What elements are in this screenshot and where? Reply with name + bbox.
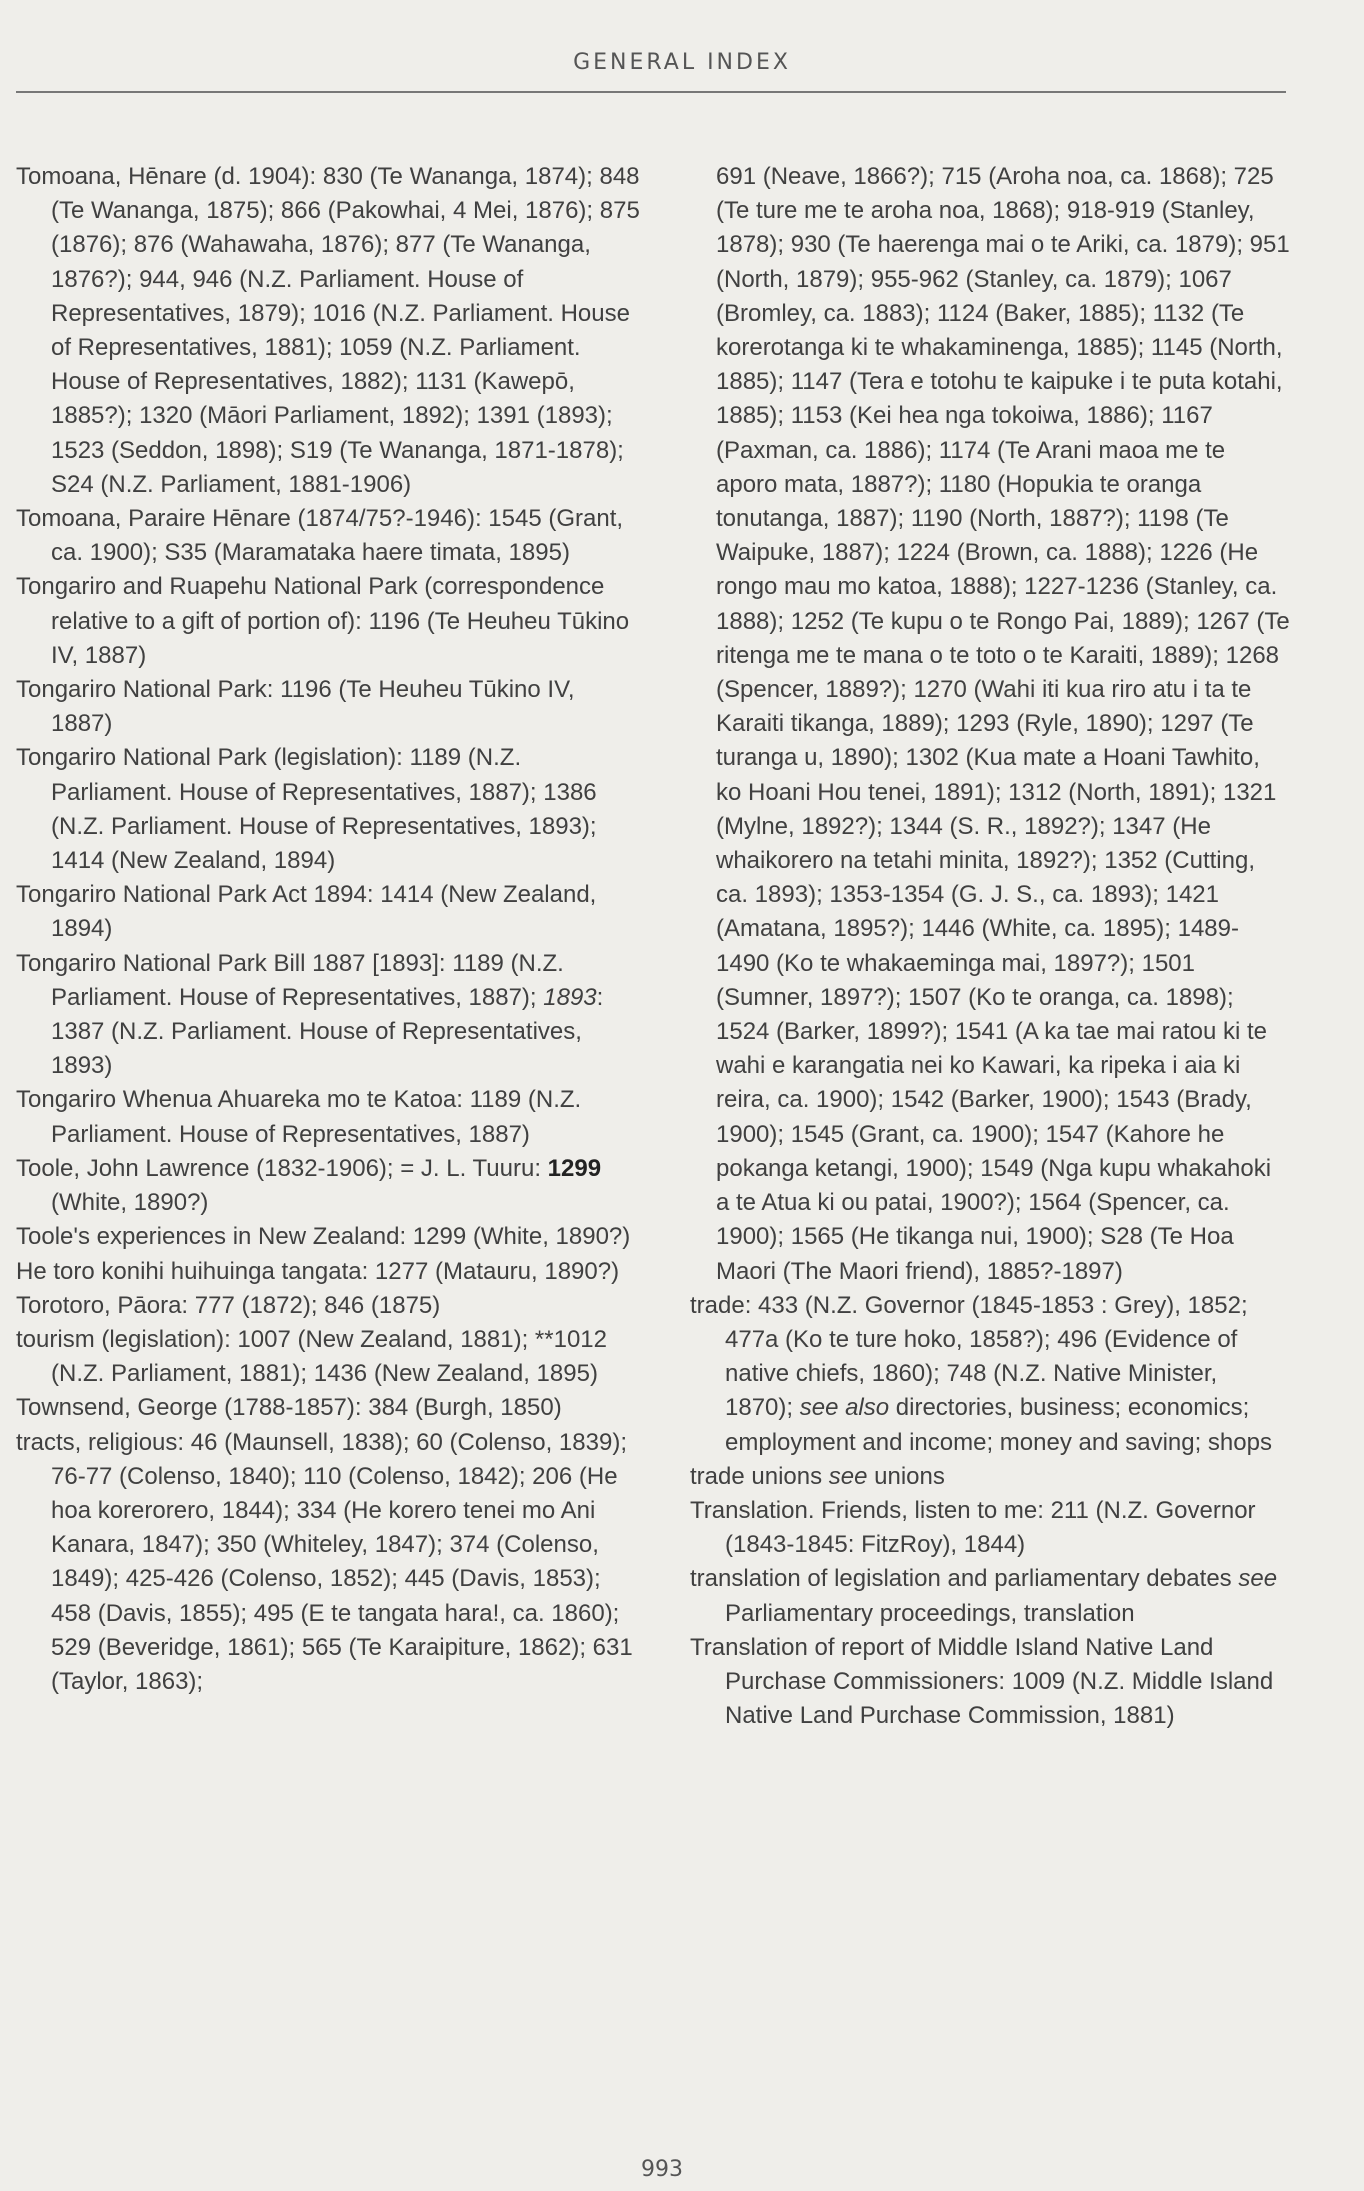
- index-entry-text: Tongariro National Park: 1196 (Te Heuheu Tūkino IV, 1887): [16, 676, 575, 738]
- index-entry-text: He toro konihi huihuinga tangata: 1277 (Matauru, 1890?): [16, 1257, 620, 1285]
- page-number: 993: [641, 2157, 683, 2182]
- index-entry-text: Tomoana, Paraire Hēnare (1874/75?-1946): 1545 (Grant, ca. 1900); S35 (Maramataka haere timata, 1895): [16, 505, 624, 567]
- index-entry-text: Tongariro Whenua Ahuareka mo te Katoa: 1189 (N.Z. Parliament. House of Representatives, 1887): [16, 1086, 582, 1148]
- index-entry-text: Translation. Friends, listen to me: 211 (N.Z. Governor (1843-1845: FitzRoy), 1844): [690, 1496, 1256, 1559]
- index-entry-text: Toole, John Lawrence (1832-1906); = J. L. Tuuru:: [16, 1154, 548, 1182]
- index-entry-text: tracts, religious: 46 (Maunsell, 1838); 60 (Colenso, 1839); 76-77 (Colenso, 1840); 110 (Colenso, 1842); 206 (He hoa korerorero, 1844); 334 (He korero tenei mo Ani Kanara, 1847); 350 (Whiteley, 1847); 374 (Colenso, 1849); 425-426 (Colenso, 1852); 445 (Davis, 1853); 458 (Davis, 1855); 495 (E te tangata hara!, ca. 1860); 529 (Beveridge, 1861); 565 (Te Karaipiture, 1862); 631 (Taylor, 1863);: [16, 1428, 633, 1695]
- index-entry-text: (White, 1890?): [51, 1189, 209, 1217]
- index-entry: [16, 1083, 642, 1151]
- index-entry-text: tourism (legislation): 1007 (New Zealand, 1881); **1012 (N.Z. Parliament, 1881); 1436 (New Zealand, 1895): [16, 1325, 607, 1388]
- index-column-right: [690, 160, 1290, 1733]
- index-entry-text: directories, business; economics; employment and income; money and saving; shops: [725, 1394, 1272, 1456]
- index-entry-text: trade unions: [690, 1462, 829, 1490]
- index-entry-emphasis: see: [828, 1462, 868, 1490]
- index-entry-bold: 1299: [547, 1154, 602, 1182]
- index-entry: [16, 1289, 642, 1323]
- index-entry-text: Parliamentary proceedings, translation: [725, 1599, 1135, 1627]
- index-entry: [690, 1631, 1290, 1734]
- index-entry-text: 691 (Neave, 1866?); 715 (Aroha noa, ca. 1868); 725 (Te ture me te aroha noa, 1868); 918-919 (Stanley, 1878); 930 (Te haerenga mai o te Ariki, ca. 1879); 951 (North, 1879); 955-962 (Stanley, ca. 1879); 1067 (Bromley, ca. 1883); 1124 (Baker, 1885); 1132 (Te korerotanga ki te whakaminenga, 1885); 1145 (North, 1885); 1147 (Tera e totohu te kaipuke i te puta kotahi, 1885); 1153 (Kei hea nga tokoiwa, 1886); 1167 (Paxman, ca. 1886); 1174 (Te Arani maoa me te aporo mata, 1887?); 1180 (Hopukia te oranga tonutanga, 1887); 1190 (North, 1887?); 1198 (Te Waipuke, 1887); 1224 (Brown, ca. 1888); 1226 (He rongo mau mo katoa, 1888); 1227-1236 (Stanley, ca. 1888); 1252 (Te kupu o te Rongo Pai, 1889); 1267 (Te ritenga me te mana o te toto o te Karaiti, 1889); 1268 (Spencer, 1889?); 1270 (Wahi iti kua riro atu i ta te Karaiti tikanga, 1889); 1293 (Ryle, 1890); 1297 (Te turanga u, 1890); 1302 (Kua mate a Hoani Tawhito, ko Hoani Hou tenei, 1891); 1312 (North, 1891); 1321 (Mylne, 1892?); 1344 (S. R., 1892?); 1347 (He whaikorero na tetahi minita, 1892?); 1352 (Cutting, ca. 1893); 1353-1354 (G. J. S., ca. 1893); 1421 (Amatana, 1895?); 1446 (White, ca. 1895); 1489-1490 (Ko te whakaeminga mai, 1897?); 1501 (Sumner, 1897?); 1507 (Ko te oranga, ca. 1898); 1524 (Barker, 1899?); 1541 (A ka tae mai ratou ki te wahi e karangatia nei ko Kawari, ka ripeka i aia ki reira, ca. 1900); 1542 (Barker, 1900); 1543 (Brady, 1900); 1545 (Grant, ca. 1900); 1547 (Kahore he pokanga ketangi, 1900); 1549 (Nga kupu whakahoki a te Atua ki ou patai, 1900?); 1564 (Spencer, ca. 1900); 1565 (He tikanga nui, 1900); S28 (Te Hoa Maori (The Maori friend), 1885?-1897): [716, 163, 1290, 1285]
- index-entry: [16, 1255, 642, 1289]
- index-entry: [16, 570, 642, 673]
- index-entry: [16, 160, 642, 502]
- index-entry: [690, 1460, 1290, 1494]
- index-entry-text: Townsend, George (1788-1857): 384 (Burgh, 1850): [16, 1394, 562, 1422]
- running-header: GENERAL INDEX: [573, 50, 791, 75]
- index-entry: [16, 947, 642, 1084]
- index-entry: [16, 1391, 642, 1425]
- index-entry-text: Translation of report of Middle Island Native Land Purchase Commissioners: 1009 (N.Z. Middle Island Native Land Purchase Commission, 1881): [690, 1633, 1274, 1730]
- index-entry: [16, 1323, 642, 1391]
- index-entry-text: Tongariro National Park Act 1894: 1414 (New Zealand, 1894): [16, 881, 597, 943]
- index-entry-text: Toole's experiences in New Zealand: 1299 (White, 1890?): [16, 1223, 631, 1251]
- index-entry-text: Torotoro, Pāora: 777 (1872); 846 (1875): [16, 1291, 441, 1319]
- index-entry-text: Tongariro National Park Bill 1887 [1893]: 1189 (N.Z. Parliament. House of Representatives, 1887);: [16, 949, 564, 1011]
- index-entry-text: trade: 433 (N.Z. Governor (1845-1853 : Grey), 1852; 477a (Ko te ture hoko, 1858?); 496 (Evidence of native chiefs, 1860); 748 (N.Z. Native Minister, 1870);: [690, 1291, 1248, 1422]
- index-entry: [690, 160, 1290, 1289]
- index-entry: [16, 1220, 642, 1254]
- index-entry: [690, 1289, 1290, 1460]
- index-entry: [16, 502, 642, 570]
- index-entry: [690, 1562, 1290, 1630]
- header-rule: [16, 91, 1286, 93]
- index-entry-text: translation of legislation and parliamentary debates: [690, 1565, 1239, 1593]
- index-entry-text: : 1387 (N.Z. Parliament. House of Representatives, 1893): [51, 983, 604, 1080]
- index-entry: [16, 741, 642, 878]
- index-entry-text: Tongariro National Park (legislation): 1189 (N.Z. Parliament. House of Representatives, 1887); 1386 (N.Z. Parliament. House of Representatives, 1893); 1414 (New Zealand, 1894): [16, 744, 597, 875]
- index-entry-emphasis: see: [1238, 1565, 1278, 1593]
- index-entry: [16, 673, 642, 741]
- index-entry-emphasis: see also: [799, 1394, 890, 1422]
- index-entry-text: unions: [867, 1462, 945, 1490]
- index-entry: [16, 1152, 642, 1220]
- index-entry: [16, 878, 642, 946]
- index-entry: [16, 1426, 642, 1700]
- index-column-left: [16, 160, 642, 1699]
- index-entry: [690, 1494, 1290, 1562]
- index-entry-text: Tongariro and Ruapehu National Park (correspondence relative to a gift of portion of): 1196 (Te Heuheu Tūkino IV, 1887): [16, 573, 630, 669]
- index-entry-text: Tomoana, Hēnare (d. 1904): 830 (Te Wananga, 1874); 848 (Te Wananga, 1875); 866 (Pakowhai, 4 Mei, 1876); 875 (1876); 876 (Wahawaha, 1876); 877 (Te Wananga, 1876?); 944, 946 (N.Z. Parliament. House of Representatives, 1879); 1016 (N.Z. Parliament. House of Representatives, 1881); 1059 (N.Z. Parliament. House of Representatives, 1882); 1131 (Kawepō, 1885?); 1320 (Māori Parliament, 1892); 1391 (1893); 1523 (Seddon, 1898); S19 (Te Wananga, 1871-1878); S24 (N.Z. Parliament, 1881-1906): [16, 163, 640, 498]
- index-entry-emphasis: 1893: [543, 983, 597, 1011]
